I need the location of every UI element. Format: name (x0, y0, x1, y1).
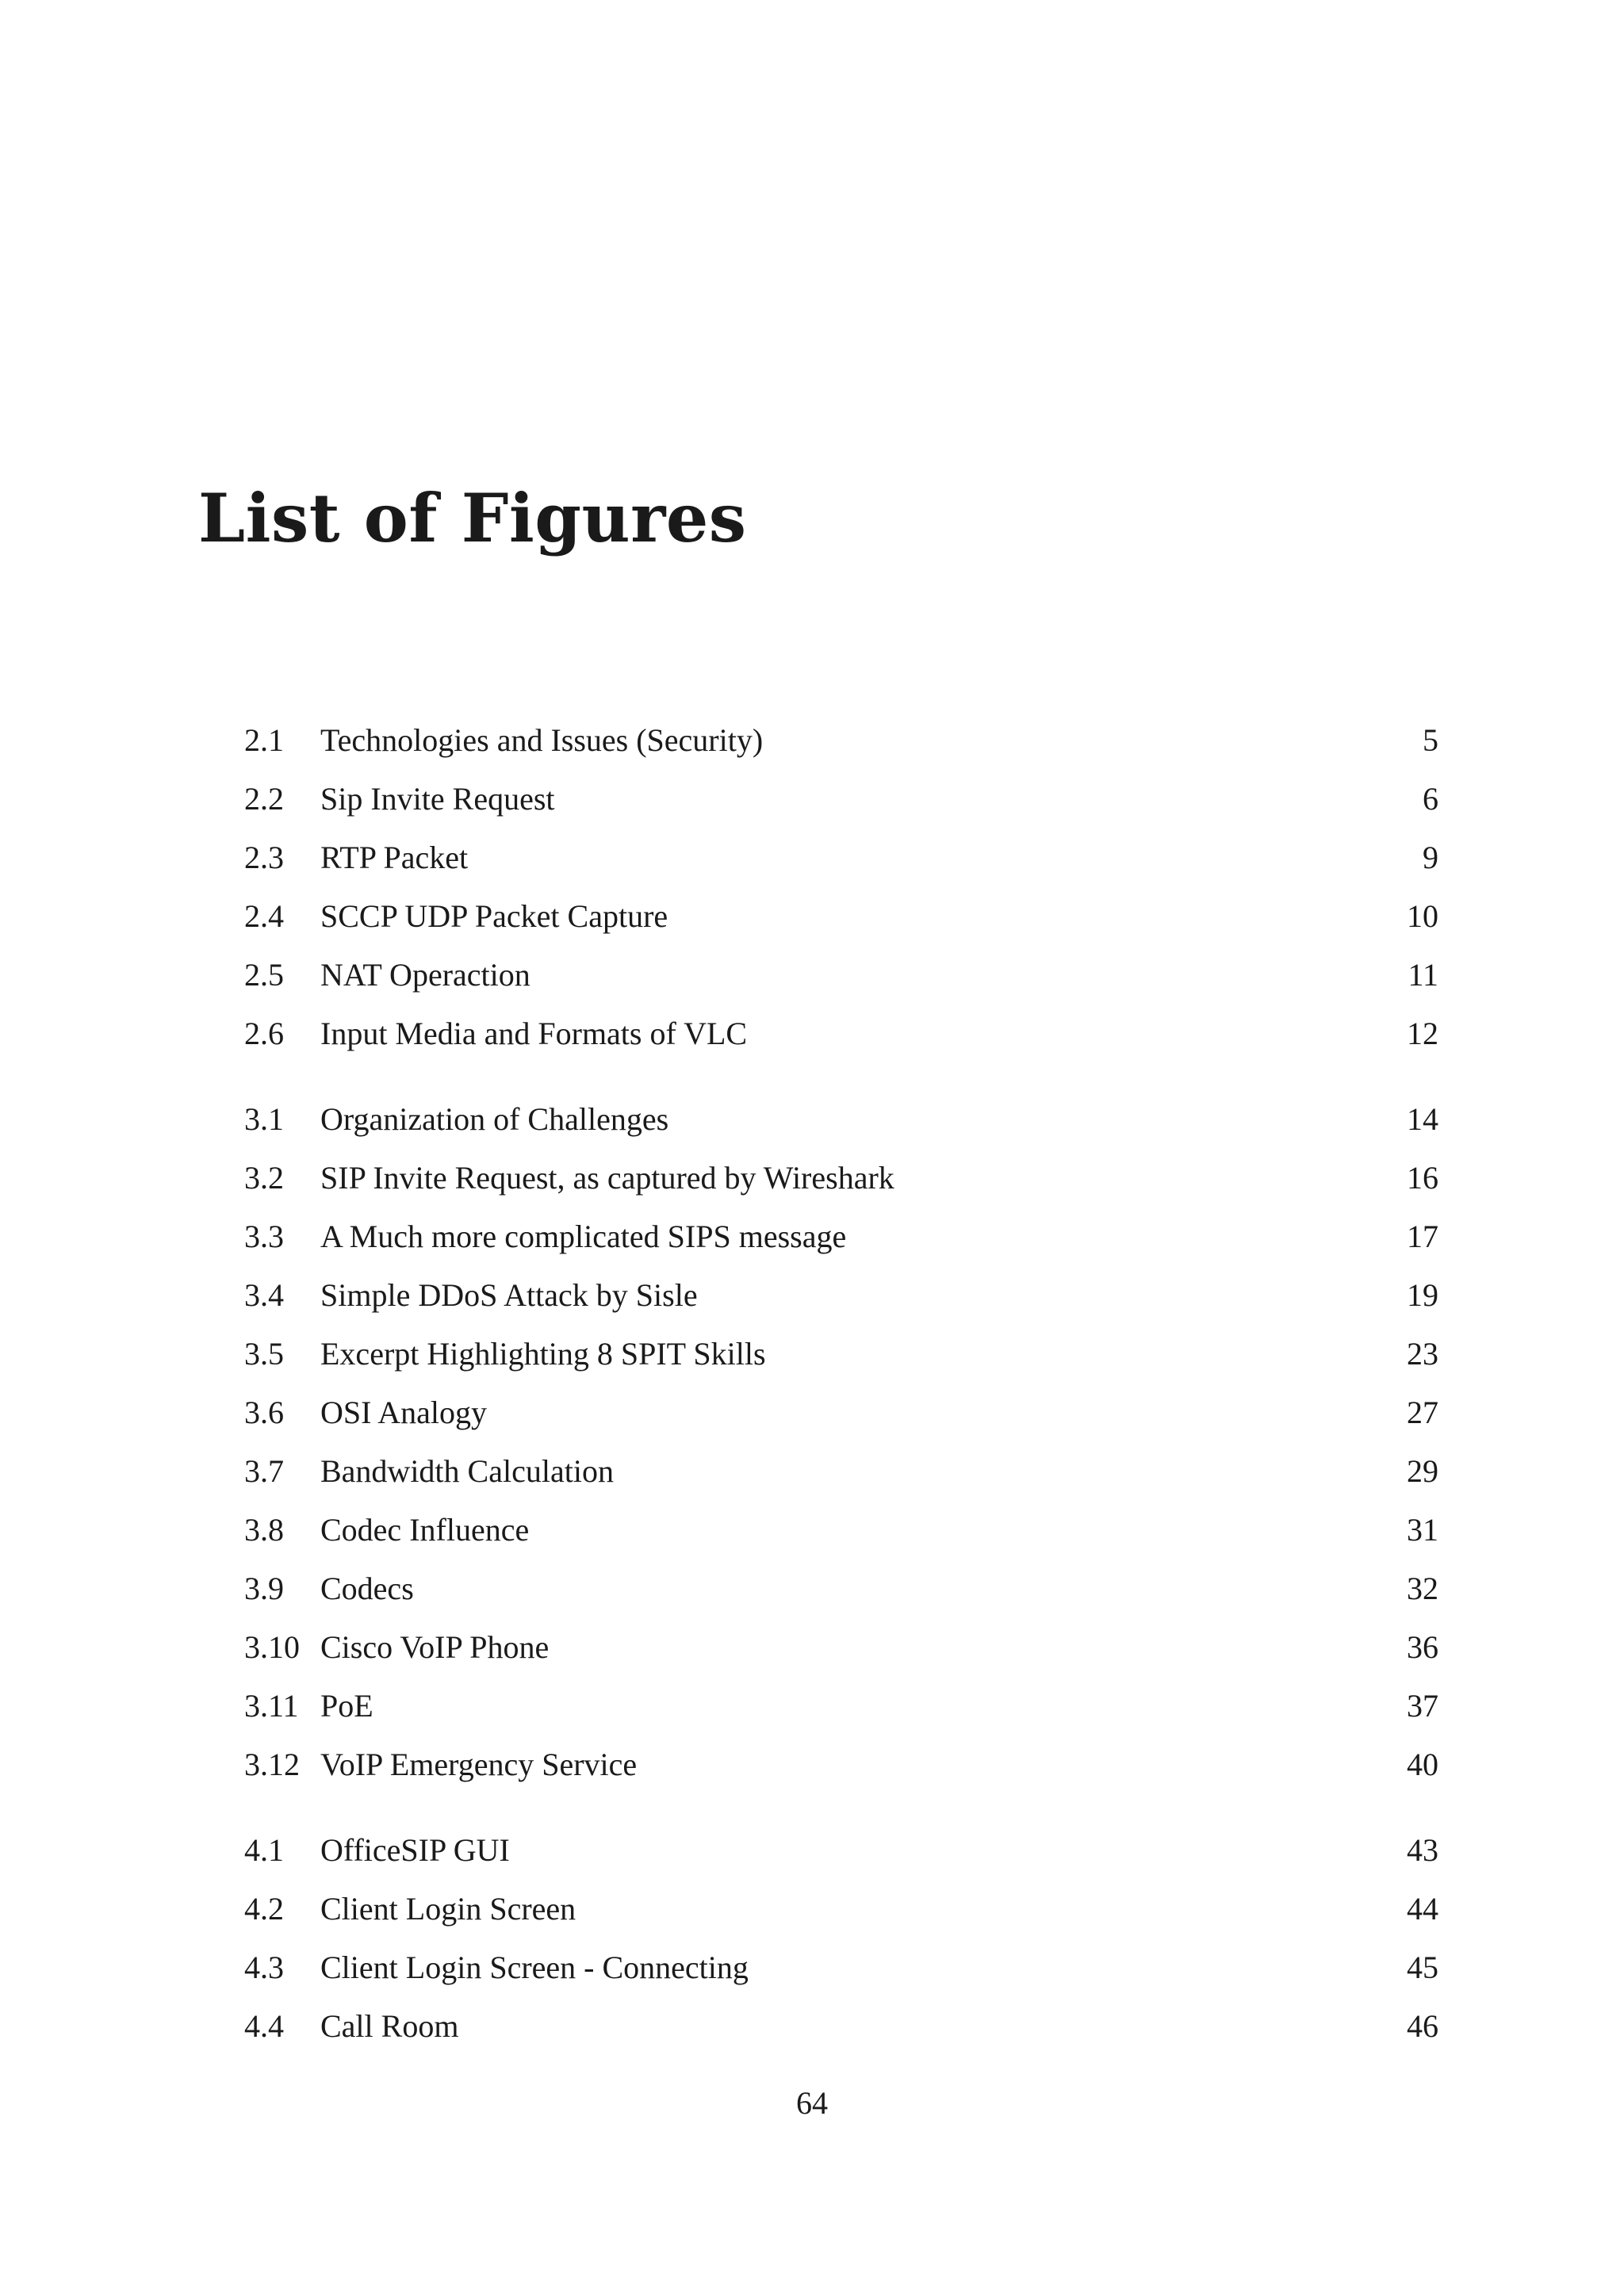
lof-entry[interactable] (244, 1391, 1438, 1435)
lof-entry[interactable] (244, 1215, 1438, 1259)
lof-entry[interactable] (244, 1097, 1438, 1142)
figure-title: Organization of Challenges (320, 1097, 680, 1142)
figure-number: 3.10 (244, 1629, 300, 1665)
figure-title: RTP Packet (320, 836, 479, 880)
figure-title: VoIP Emergency Service (320, 1743, 648, 1787)
figure-number: 3.5 (244, 1336, 284, 1372)
figure-number: 2.1 (244, 722, 284, 758)
figure-number: 3.9 (244, 1571, 284, 1606)
lof-entry[interactable] (244, 1625, 1438, 1670)
lof-entry[interactable] (244, 1273, 1438, 1318)
page-title: List of Figures (198, 479, 747, 557)
lof-entry[interactable] (244, 1332, 1438, 1376)
figure-page: 11 (1408, 957, 1438, 993)
figure-title: OfficeSIP GUI (320, 1828, 521, 1873)
lof-entry[interactable] (244, 894, 1438, 939)
lof-entry[interactable] (244, 1887, 1438, 1931)
figure-page: 43 (1407, 1832, 1438, 1868)
lof-entry[interactable] (244, 1946, 1438, 1990)
figure-title: SIP Invite Request, as captured by Wireshark (320, 1156, 906, 1200)
figure-title: Excerpt Highlighting 8 SPIT Skills (320, 1332, 777, 1376)
lof-entry[interactable] (244, 718, 1438, 763)
figure-number: 3.11 (244, 1688, 299, 1724)
figure-number: 2.5 (244, 957, 284, 993)
figure-page: 40 (1407, 1747, 1438, 1782)
lof-entry[interactable] (244, 1508, 1438, 1552)
figure-number: 4.2 (244, 1891, 284, 1927)
figure-number: 3.8 (244, 1512, 284, 1548)
figure-page: 6 (1423, 781, 1438, 817)
figure-number: 2.6 (244, 1016, 284, 1051)
figure-number: 2.3 (244, 840, 284, 875)
figure-title: SCCP UDP Packet Capture (320, 894, 679, 939)
lof-entry[interactable] (244, 1156, 1438, 1200)
figure-title: Input Media and Formats of VLC (320, 1012, 758, 1056)
figure-title: Technologies and Issues (Security) (320, 718, 774, 763)
figure-title: Sip Invite Request (320, 777, 566, 821)
figure-number: 2.4 (244, 898, 284, 934)
figure-title: Bandwidth Calculation (320, 1449, 625, 1494)
lof-entry[interactable] (244, 836, 1438, 880)
figure-page: 32 (1407, 1571, 1438, 1606)
figure-page: 29 (1407, 1453, 1438, 1489)
lof-entry[interactable] (244, 1743, 1438, 1787)
figure-page: 5 (1423, 722, 1438, 758)
figure-page: 14 (1407, 1101, 1438, 1137)
figure-number: 3.2 (244, 1160, 284, 1196)
lof-entry[interactable] (244, 2004, 1438, 2049)
figure-page: 44 (1407, 1891, 1438, 1927)
figure-number: 3.4 (244, 1277, 284, 1313)
figure-number: 4.3 (244, 1950, 284, 1985)
lof-entry[interactable] (244, 777, 1438, 821)
figure-page: 46 (1407, 2008, 1438, 2044)
figure-number: 4.4 (244, 2008, 284, 2044)
figure-page: 9 (1423, 840, 1438, 875)
figure-page: 19 (1407, 1277, 1438, 1313)
figure-page: 16 (1407, 1160, 1438, 1196)
figure-page: 31 (1407, 1512, 1438, 1548)
lof-entry[interactable] (244, 1012, 1438, 1056)
figure-page: 10 (1407, 898, 1438, 934)
figure-page: 45 (1407, 1950, 1438, 1985)
figure-page: 17 (1407, 1219, 1438, 1254)
lof-entry[interactable] (244, 1449, 1438, 1494)
figure-page: 36 (1407, 1629, 1438, 1665)
figure-number: 3.1 (244, 1101, 284, 1137)
figure-page: 37 (1407, 1688, 1438, 1724)
figure-number: 2.2 (244, 781, 284, 817)
figure-title: Codecs (320, 1567, 425, 1611)
figure-title: Client Login Screen - Connecting (320, 1946, 760, 1990)
lof-entry[interactable] (244, 953, 1438, 997)
page-number: 64 (796, 2085, 828, 2121)
figure-title: Cisco VoIP Phone (320, 1625, 560, 1670)
figure-page: 12 (1407, 1016, 1438, 1051)
figure-title: Simple DDoS Attack by Sisle (320, 1273, 709, 1318)
lof-entry[interactable] (244, 1828, 1438, 1873)
figure-title: Call Room (320, 2004, 469, 2049)
figure-title: OSI Analogy (320, 1391, 498, 1435)
figure-title: Codec Influence (320, 1508, 540, 1552)
figure-number: 4.1 (244, 1832, 284, 1868)
lof-entry[interactable] (244, 1567, 1438, 1611)
figure-title: PoE (320, 1684, 385, 1728)
figure-page: 23 (1407, 1336, 1438, 1372)
figure-number: 3.3 (244, 1219, 284, 1254)
lof-entry[interactable] (244, 1684, 1438, 1728)
figure-number: 3.7 (244, 1453, 284, 1489)
figure-number: 3.12 (244, 1747, 300, 1782)
figure-title: NAT Operaction (320, 953, 542, 997)
figure-page: 27 (1407, 1395, 1438, 1430)
figure-title: A Much more complicated SIPS message (320, 1215, 857, 1259)
figure-title: Client Login Screen (320, 1887, 587, 1931)
figure-number: 3.6 (244, 1395, 284, 1430)
